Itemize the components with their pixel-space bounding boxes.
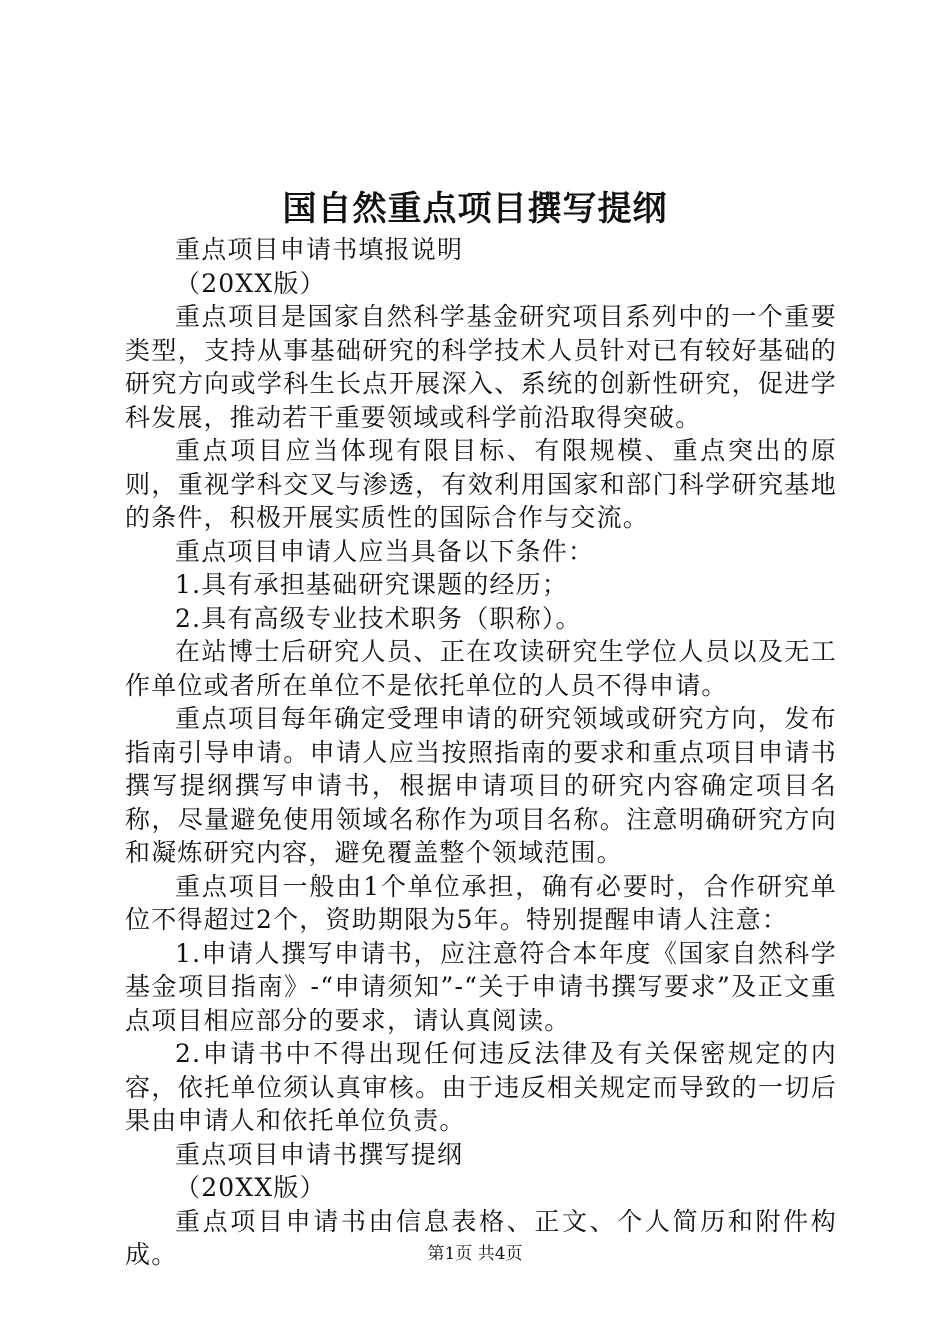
paragraph: 1.申请人撰写申请书，应注意符合本年度《国家自然科学基金项目指南》-“申请须知”-“关于申请书撰写要求”及正文重点项目相应部分的要求，请认真阅读。: [125, 938, 837, 1035]
paragraph: 在站博士后研究人员、正在攻读研究生学位人员以及无工作单位或者所在单位不是依托单位的人员不得申请。: [125, 637, 837, 700]
paragraph: 2.申请书中不得出现任何违反法律及有关保密规定的内容，依托单位须认真审核。由于违反相关规定而导致的一切后果由申请人和依托单位负责。: [125, 1039, 837, 1135]
page-number-footer: 第1页 共4页: [427, 1244, 523, 1264]
paragraph: 2.具有高级专业技术职务（职称）。: [175, 603, 582, 633]
paragraph: 重点项目应当体现有限目标、有限规模、重点突出的原则，重视学科交叉与渗透，有效利用国家和部门科学研究基地的条件，积极开展实质性的国际合作与交流。: [125, 436, 837, 532]
paragraph: （20XX版）: [175, 268, 326, 298]
paragraph: 重点项目申请书填报说明: [175, 235, 464, 264]
paragraph: 重点项目一般由1个单位承担，确有必要时，合作研究单位不得超过2个，资助期限为5年。特别提醒申请人注意：: [125, 871, 837, 934]
paragraph: （20XX版）: [175, 1173, 326, 1202]
paragraph: 重点项目是国家自然科学基金研究项目系列中的一个重要类型，支持从事基础研究的科学技术人员针对已有较好基础的研究方向或学科生长点开展深入、系统的创新性研究，促进学科发展，推动若干重要领域或科学前沿取得突破。: [125, 302, 837, 432]
document-body: [125, 233, 837, 1272]
paragraph: 重点项目申请书撰写提纲: [175, 1139, 464, 1169]
paragraph: 重点项目申请人应当具备以下条件：: [175, 536, 595, 566]
paragraph: 重点项目每年确定受理申请的研究领域或研究方向，发布指南引导申请。申请人应当按照指南的要求和重点项目申请书撰写提纲撰写申请书，根据申请项目的研究内容确定项目名称，尽量避免使用领域名称作为项目名称。注意明确研究方向和凝炼研究内容，避免覆盖整个领域范围。: [125, 704, 837, 867]
document-title: 国自然重点项目撰写提纲: [282, 189, 668, 229]
paragraph: 重点项目申请书由信息表格、正文、个人简历和附件构成。: [125, 1206, 837, 1269]
paragraph: 1.具有承担基础研究课题的经历；: [175, 570, 569, 599]
